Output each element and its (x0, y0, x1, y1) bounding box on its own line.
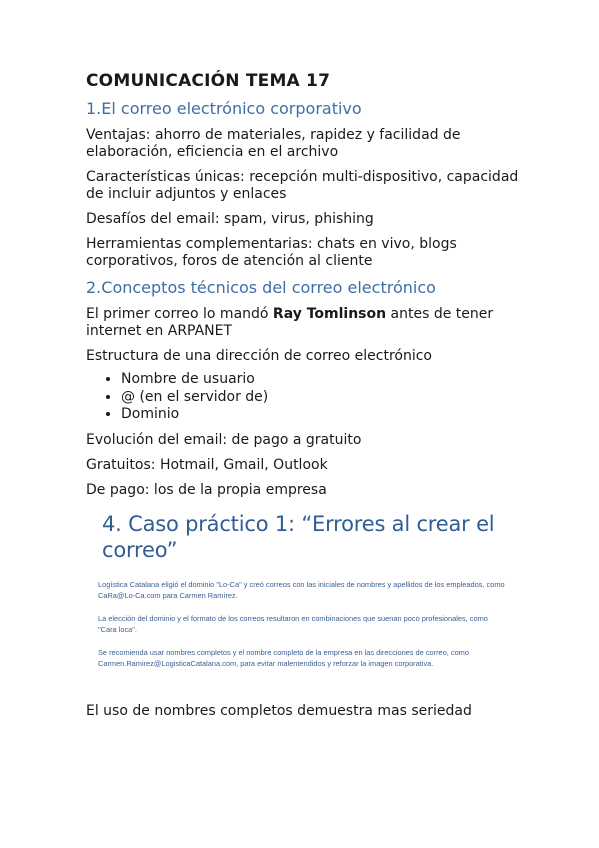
case-study-paragraph: La elección del dominio y el formato de los correos resultaron en combinaciones que suenan poco profesionales, como "Cara loca". (98, 613, 488, 634)
paragraph-closing: El uso de nombres completos demuestra mas seriedad (86, 702, 472, 719)
paragraph-desafios: Desafíos del email: spam, virus, phishing (86, 211, 374, 227)
paragraph-evolucion: Evolución del email: de pago a gratuito (86, 431, 362, 448)
paragraph-caracteristicas: Características únicas: recepción multi-dispositivo, capacidad de incluir adjuntos y enlaces (86, 169, 519, 202)
case-study-image (88, 507, 508, 697)
paragraph-gratuitos: Gratuitos: Hotmail, Gmail, Outlook (86, 456, 328, 473)
case-study-paragraph: Se recomienda usar nombres completos y el nombre completo de la empresa en las direcciones de correo, como Carmen.Ramirez@LogisticaCatalana.com, para evitar malentendidos y reforzar la imagen corporativa. (98, 647, 469, 668)
document-title: COMUNICACIÓN TEMA 17 (86, 71, 331, 91)
paragraph-herramientas: Herramientas complementarias: chats en vivo, blogs corporativos, foros de atención al cliente (86, 236, 457, 269)
primer-correo-text-before: El primer correo lo mandó (86, 306, 273, 322)
paragraph-ventajas: Ventajas: ahorro de materiales, rapidez y facilidad de elaboración, eficiencia en el archivo (86, 127, 461, 160)
list-item: • Nombre de usuario (121, 371, 526, 389)
section-heading-2: 2.Conceptos técnicos del correo electrónico (86, 278, 436, 297)
section-heading-1: 1.El correo electrónico corporativo (86, 99, 362, 118)
structure-list (86, 371, 526, 424)
paragraph-primer-correo (86, 306, 526, 340)
paragraph-de-pago: De pago: los de la propia empresa (86, 481, 327, 498)
case-study-body (98, 579, 508, 681)
case-study-paragraph: Logística Catalana eligió el dominio "Lo-Ca" y creó correos con las iniciales de nombres y apellidos de los empleados, como CaRa@Lo-Ca.com para Carmen Ramírez. (98, 579, 505, 600)
primer-correo-name: Ray Tomlinson (272, 306, 387, 322)
document-page (86, 70, 526, 728)
list-item: • @ (en el servidor de) (121, 389, 526, 407)
case-study-title: 4. Caso práctico 1: “Errores al crear el correo” (102, 511, 495, 562)
primer-correo-text-after: antes de tener internet en ARPANET (86, 306, 494, 339)
list-item: • Dominio (121, 406, 526, 424)
paragraph-estructura: Estructura de una dirección de correo electrónico (86, 348, 432, 364)
